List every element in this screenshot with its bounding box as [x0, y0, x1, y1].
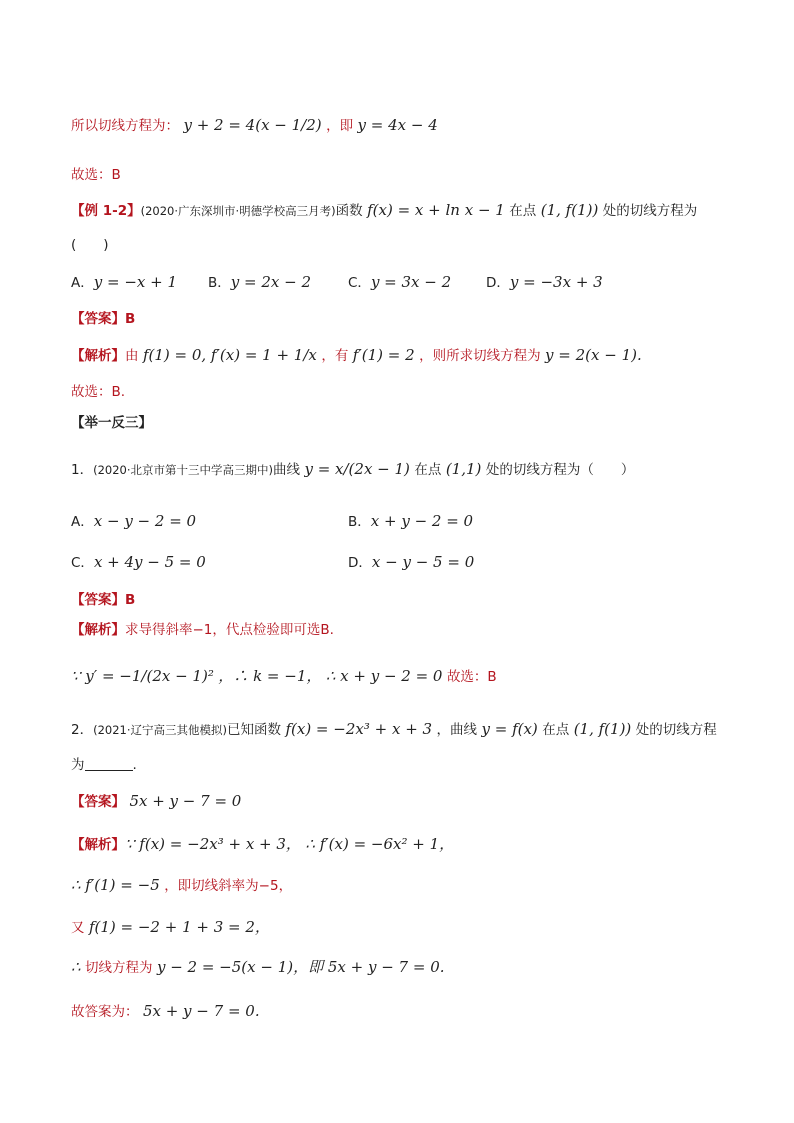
- option-b: B．y = 2x − 2: [208, 273, 311, 291]
- option-c: C．x + 4y − 5 = 0: [71, 553, 206, 571]
- example-tag: 【例 1-2】: [71, 203, 141, 219]
- question-1: 1．(2020·北京市第十三中学高三期中)曲线 y = x/(2x − 1) 在点 (1,1) 处的切线方程为（ ）: [71, 460, 635, 478]
- step-line: 又 f(1) = −2 + 1 + 3 = 2，: [71, 918, 270, 936]
- formula: y + 2 = 4(x − 1/2): [183, 116, 322, 134]
- option-a: A．x − y − 2 = 0: [71, 512, 197, 530]
- section-heading: 【举一反三】: [71, 415, 152, 431]
- option-c: C．y = 3x − 2: [348, 273, 452, 291]
- derivation-line: ∵ y′ = −1/(2x − 1)² ，∴ k = −1， ∴ x + y − 2 = 0 故选：B: [71, 667, 497, 685]
- source-label: (2020·广东深圳市·明德学校高三月考): [140, 204, 336, 218]
- analysis-line: 【解析】由 f(1) = 0, f′(x) = 1 + 1/x ，有 f′(1) = 2 ，则所求切线方程为 y = 2(x − 1).: [71, 346, 642, 364]
- option-d: D．x − y − 5 = 0: [348, 553, 475, 571]
- analysis-line: 【解析】求导得斜率−1，代点检验即可选B.: [71, 622, 334, 638]
- option-a: A．y = −x + 1: [71, 273, 178, 291]
- formula: f(x) = x + ln x − 1: [367, 201, 505, 219]
- choice-line: 故选：B: [71, 167, 121, 183]
- answer-line: 【答案】 5x + y − 7 = 0: [71, 792, 242, 810]
- question-2: 2．(2021·辽宁高三其他模拟)已知函数 f(x) = −2x³ + x + 3 ，曲线 y = f(x) 在点 (1, f(1)) 处的切线方程: [71, 720, 717, 738]
- option-d: D．y = −3x + 3: [486, 273, 603, 291]
- line-conclusion-1: [71, 116, 438, 135]
- step-line: ∴ f′(1) = −5 ，即切线斜率为−5，: [71, 876, 293, 894]
- question-2-cont: 为 .: [71, 757, 137, 773]
- example-question: [71, 201, 697, 220]
- answer-label: 【答案】B: [71, 592, 136, 608]
- conclusion-text: ，即: [326, 118, 354, 134]
- formula: (1, f(1)): [540, 201, 599, 219]
- conclusion-text: 所以切线方程为：: [71, 118, 179, 134]
- analysis-line: 【解析】∵ f(x) = −2x³ + x + 3， ∴ f′(x) = −6x² + 1，: [71, 835, 455, 853]
- final-answer-line: 故答案为： 5x + y − 7 = 0.: [71, 1002, 260, 1020]
- answer-label: 【答案】B: [71, 311, 136, 327]
- question-text: 在点: [509, 203, 537, 219]
- option-b: B．x + y − 2 = 0: [348, 512, 474, 530]
- answer-paren: ( ): [71, 237, 109, 253]
- choice-line: 故选：B.: [71, 384, 126, 400]
- question-text: 函数: [335, 203, 363, 219]
- formula: y = 4x − 4: [357, 116, 438, 134]
- step-line: ∴ 切线方程为 y − 2 = −5(x − 1)，即 5x + y − 7 = 0.: [71, 958, 445, 976]
- question-text: 处的切线方程为: [602, 203, 698, 219]
- answer-blank: [85, 756, 133, 771]
